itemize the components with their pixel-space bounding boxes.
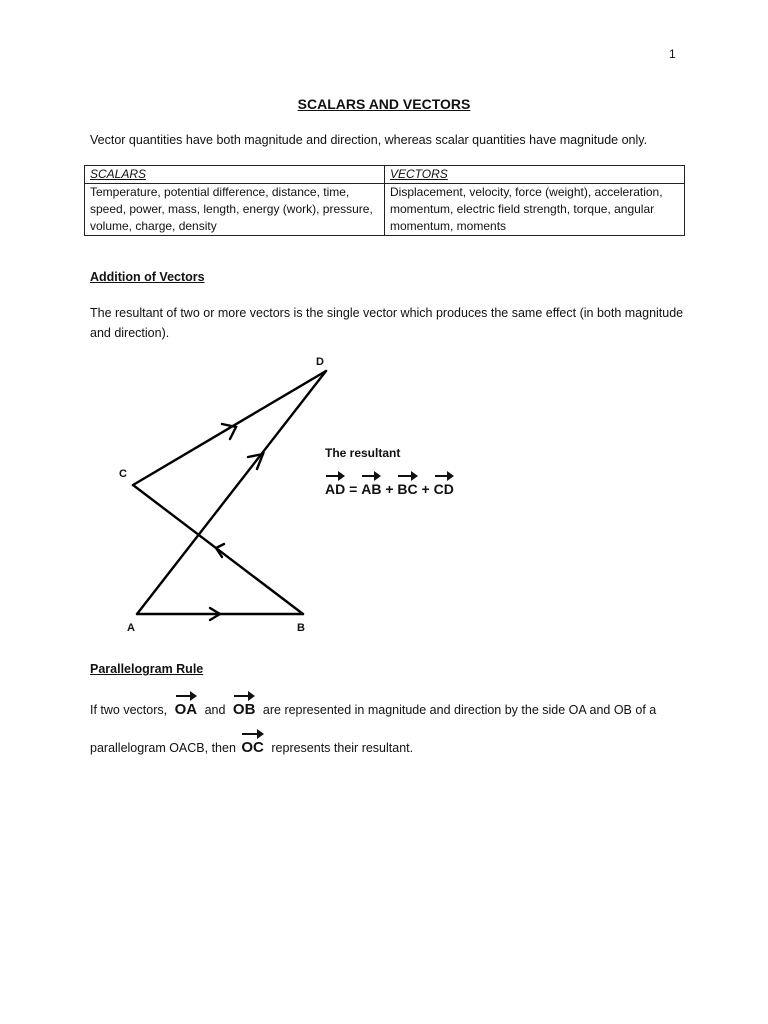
vector-cd-term: CD [434,470,454,497]
resultant-equation [325,470,454,497]
resultant-label: The resultant [325,446,401,460]
vector-addition-diagram [100,350,330,640]
parallelogram-line-1 [90,690,656,718]
vector-ad-line [137,371,326,614]
table-header-row [85,166,685,184]
vector-ad-term: AD [325,470,345,497]
plus-sign: + [421,481,430,497]
and-word: and [204,703,226,717]
page-title: SCALARS AND VECTORS [297,96,471,112]
parallelogram-heading: Parallelogram Rule [90,662,204,676]
parallelogram-line-2 [90,728,413,756]
parallelogram-line-1-pre: If two vectors, [90,703,168,717]
point-label-b: B [297,622,305,634]
parallelogram-line-1-post: are represented in magnitude and direction by the side OA and OB of a [262,703,657,717]
parallelogram-line-2-post: represents their resultant. [271,741,414,755]
vector-oc-term: OC [241,728,264,756]
table-header-scalars: SCALARS [85,166,385,184]
page-number: 1 [669,47,676,61]
vector-ab-term: AB [361,470,381,497]
vector-bc-term: BC [397,470,417,497]
equals-sign: = [349,481,358,497]
plus-sign: + [385,481,394,497]
intro-paragraph: Vector quantities have both magnitude and direction, whereas scalar quantities have magnitude only. [90,133,648,147]
scalars-vectors-table [84,165,685,236]
table-cell-scalars: Temperature, potential difference, distance, time, speed, power, mass, length, energy (work), pressure, volume, charge, density [85,184,385,236]
point-label-c: C [119,468,127,480]
vector-oa-term: OA [175,690,198,718]
vector-ob-term: OB [233,690,256,718]
vector-cd-line [133,371,326,485]
table-header-vectors: VECTORS [385,166,685,184]
point-label-d: D [316,356,324,368]
addition-paragraph: The resultant of two or more vectors is the single vector which produces the same effect (in both magnitude and direction). [90,306,684,340]
table-cell-vectors: Displacement, velocity, force (weight), acceleration, momentum, electric field strength, torque, angular momentum, moments [385,184,685,236]
table-row [85,184,685,236]
parallelogram-line-2-pre: parallelogram OACB, then [90,741,236,755]
addition-heading: Addition of Vectors [90,270,205,284]
point-label-a: A [127,622,135,634]
